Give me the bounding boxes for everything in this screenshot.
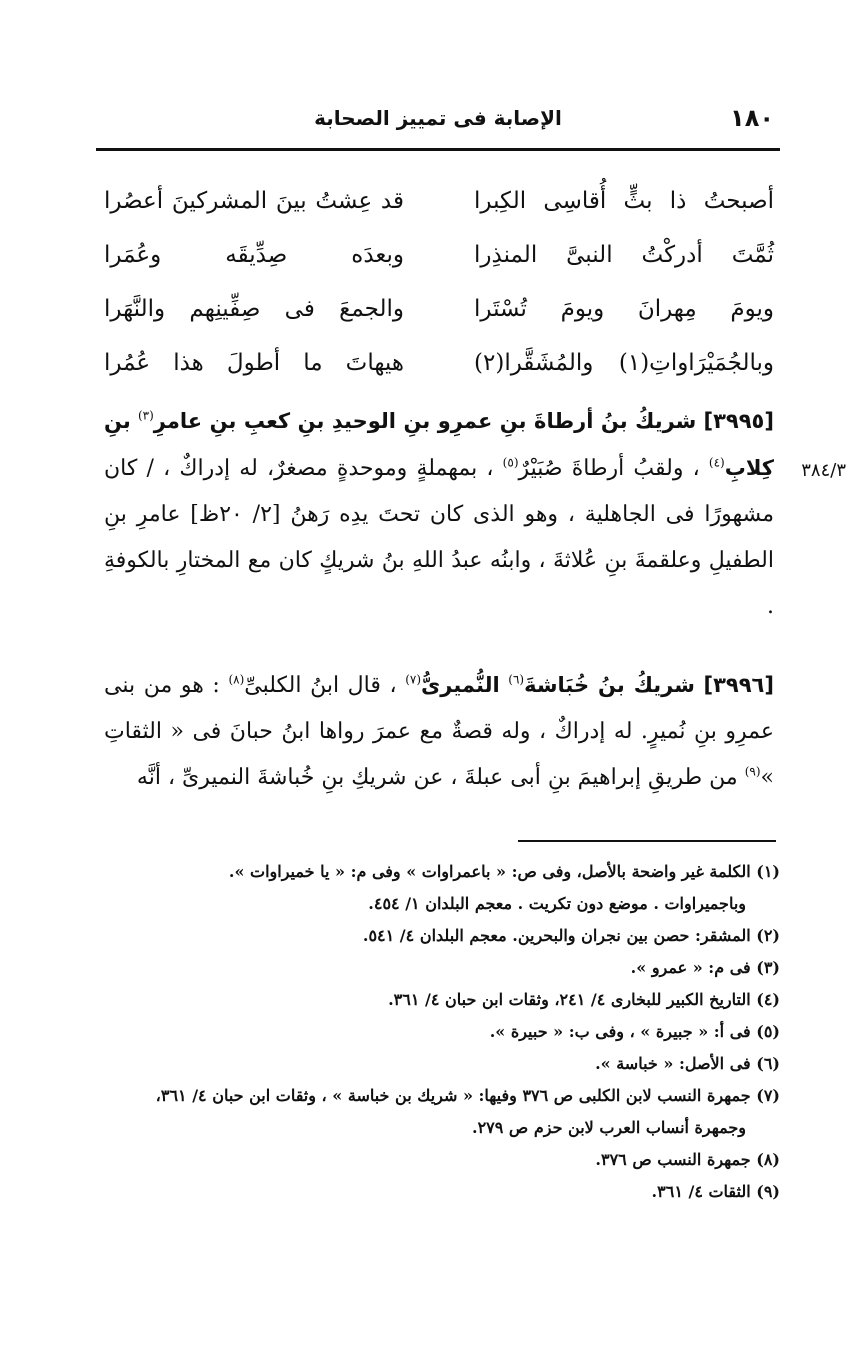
running-title: الإصابة فى تمييز الصحابة <box>314 106 562 130</box>
verse-first-hemistich: ثُمَّتَ أدركْتُ النبىَّ المنذِرا <box>474 242 774 268</box>
entry-name: شريكُ بنُ أرطاةَ بنِ عمرِو بنِ الوحيدِ بنِ كعبِ بنِ عامرِ <box>153 409 697 433</box>
footnote-rule <box>518 840 776 842</box>
verse-first-hemistich: أصبحتُ ذا بثٍّ أُقاسِى الكِبرا <box>474 188 774 214</box>
footnote-ref: (٨) <box>228 672 245 687</box>
footnote <box>94 1144 780 1176</box>
poem-verse <box>104 342 774 396</box>
footnote-number: (١) <box>756 862 780 881</box>
footnote-continuation: وجمهرة أنساب العرب لابن حزم ص ٢٧٩. <box>472 1118 746 1137</box>
entry-nisba: النُّميرىُّ <box>421 673 500 697</box>
entry-number: [٣٩٩٦] <box>703 673 774 697</box>
footnote-text: التاريخ الكبير للبخارى ٤/ ٢٤١، وثقات ابن حبان ٤/ ٣٦١. <box>388 990 751 1009</box>
poem <box>104 180 774 396</box>
footnote-number: (٣) <box>756 958 780 977</box>
verse-second-hemistich: قد عِشتُ بينَ المشركينَ أعصُرا <box>104 188 404 214</box>
page-number: ١٨٠ <box>730 104 774 132</box>
footnote <box>94 952 780 984</box>
footnote-number: (٥) <box>756 1022 780 1041</box>
footnote <box>94 1016 780 1048</box>
footnote-ref: (٧) <box>405 672 422 687</box>
footnote-ref: (٥) <box>502 455 519 470</box>
entry-3995 <box>104 398 774 630</box>
margin-reference: ٣٨٤/٣ <box>801 460 846 481</box>
footnote-number: (٤) <box>756 990 780 1009</box>
entry-text: : هو من بنى عمرِو بنِ نُميرٍ. له إدراكٌ ، وله قصةٌ مع عمرَ رواها ابنُ حبانَ فى « الثقاتِ » <box>104 673 774 790</box>
footnote-number: (٢) <box>756 926 780 945</box>
footnote-ref: (٤) <box>708 455 725 470</box>
footnote-text: جمهرة النسب لابن الكلبى ص ٣٧٦ وفيها: « شريك بن خباسة » ، وثقات ابن حبان ٤/ ٣٦١، <box>155 1086 751 1105</box>
entry-text: ، ولقبُ أرطاةَ صُبَيْرٌ <box>518 456 700 481</box>
entry-text: من طريقِ إبراهيمَ بنِ أبى عبلةَ ، عن شريكِ بنِ خُباشةَ النميرىِّ ، أنَّه <box>136 765 738 790</box>
verse-second-hemistich: وبعدَه صِدِّيقَه وعُمَرا <box>104 242 404 268</box>
entry-3996 <box>104 662 774 801</box>
page-header <box>100 98 776 138</box>
footnote-continuation: وباجميراوات . موضع دون تكريت . معجم البلدان ١/ ٤٥٤. <box>368 894 746 913</box>
footnote-text: فى م: « عمرو ». <box>630 958 751 977</box>
poem-verse <box>104 234 774 288</box>
footnote <box>94 856 780 920</box>
poem-verse <box>104 288 774 342</box>
entry-number: [٣٩٩٥] <box>703 409 774 433</box>
footnote-text: المشقر: حصن بين نجران والبحرين. معجم البلدان ٤/ ٥٤١. <box>362 926 751 945</box>
footnote-text: الكلمة غير واضحة بالأصل، وفى ص: « باعمراوات » وفى م: « يا خميراوات ». <box>228 862 751 881</box>
footnote-ref: (٣) <box>137 408 154 423</box>
footnote-text: فى أ: « جبيرة » ، وفى ب: « حبيرة ». <box>489 1022 751 1041</box>
footnote-ref: (٦) <box>508 672 525 687</box>
footnote <box>94 1176 780 1208</box>
poem-verse <box>104 180 774 234</box>
footnote <box>94 920 780 952</box>
footnote-ref: (٩) <box>744 764 761 779</box>
footnote-text: فى الأصل: « خباسة ». <box>595 1054 751 1073</box>
header-rule <box>96 148 780 151</box>
verse-first-hemistich: وبالجُمَيْرَاواتِ(١) والمُشَقَّرا(٢) <box>474 350 774 376</box>
entry-name: شريكُ بنُ خُبَاشةَ <box>524 673 695 697</box>
footnote-number: (٩) <box>756 1182 780 1201</box>
verse-second-hemistich: والجمعَ فى صِفِّينِهم والنَّهَرا <box>104 296 404 322</box>
verse-first-hemistich: ويومَ مِهرانَ ويومَ تُسْتَرا <box>474 296 774 322</box>
footnote-text: جمهرة النسب ص ٣٧٦. <box>595 1150 751 1169</box>
footnote-number: (٨) <box>756 1150 780 1169</box>
entry-text: ، بمهملةٍ وموحدةٍ مصغرٌ، له إدراكٌ ، / كان مشهورًا فى الجاهلية ، وهو الذى كان تحتَ يدِه رَهنُ [٢/ ٢٠ظ] عامرِ بنِ الطفيلِ وعلقمةَ بنِ عُلاثةَ ، وابنُه عبدُ اللهِ بنُ شريكٍ كان مع المختارِ بالكوفةِ . <box>104 456 775 619</box>
footnotes <box>94 856 780 1208</box>
entry-name-continued: بنِ كِلابِ <box>104 409 774 480</box>
footnote-text: الثقات ٤/ ٣٦١. <box>651 1182 751 1201</box>
footnote-number: (٧) <box>756 1086 780 1105</box>
footnote-number: (٦) <box>756 1054 780 1073</box>
entry-text: ، قال ابنُ الكلبىِّ <box>244 673 397 698</box>
footnote <box>94 1048 780 1080</box>
footnote <box>94 984 780 1016</box>
footnote <box>94 1080 780 1144</box>
verse-second-hemistich: هيهاتَ ما أطولَ هذا عُمُرا <box>104 350 404 376</box>
